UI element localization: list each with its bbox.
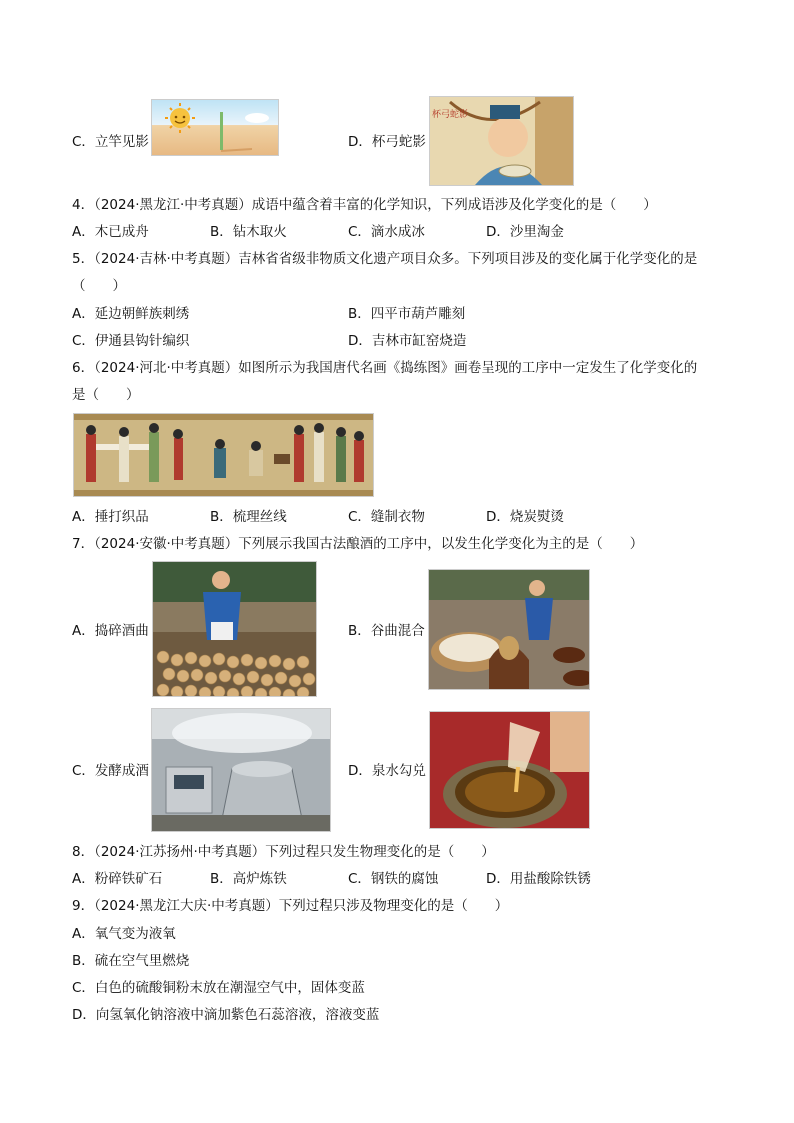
daolian-painting-image	[73, 413, 374, 497]
question-5-stem: 5．（2024·吉林·中考真题）吉林省省级非物质文化遗产项目众多。下列项目涉及的变化属于化学变化的是	[72, 251, 698, 267]
question-6-stem: 6．（2024·河北·中考真题）如图所示为我国唐代名画《捣练图》画卷呈现的工序中一定发生了化学变化的	[72, 360, 698, 376]
question-7-option-a: A．捣碎酒曲	[72, 623, 149, 639]
mix-grain-image	[428, 569, 590, 690]
question-9-option-c: C．白色的硫酸铜粉末放在潮湿空气中，固体变蓝	[72, 980, 365, 996]
question-6-stem-cont: 是（ ）	[72, 387, 140, 403]
question-5-option-c: C．伊通县钩针编织	[72, 333, 190, 349]
question-9-option-d: D．向氢氧化钠溶液中滴加紫色石蕊溶液，溶液变蓝	[72, 1007, 380, 1023]
question-5-option-a: A．延边朝鲜族刺绣	[72, 306, 190, 322]
question-8-option-a: A．粉碎铁矿石	[72, 871, 163, 887]
question-6-option-b: B．梳理丝线	[210, 509, 287, 525]
question-9-stem: 9．（2024·黑龙江大庆·中考真题）下列过程只涉及物理变化的是（ ）	[72, 898, 509, 914]
question-7-option-b: B．谷曲混合	[348, 623, 425, 639]
question-4-stem: 4．（2024·黑龙江·中考真题）成语中蕴含着丰富的化学知识，下列成语涉及化学变化的是（ ）	[72, 197, 657, 213]
question-6-option-a: A．捶打织品	[72, 509, 149, 525]
question-4-option-b: B．钻木取火	[210, 224, 287, 240]
question-8-stem: 8．（2024·江苏扬州·中考真题）下列过程只发生物理变化的是（ ）	[72, 844, 495, 860]
question-7-option-d: D．泉水勾兑	[348, 763, 426, 779]
question-9-option-b: B．硫在空气里燃烧	[72, 953, 190, 969]
question-7-stem: 7．（2024·安徽·中考真题）下列展示我国古法酿酒的工序中，以发生化学变化为主的是（ ）	[72, 536, 644, 552]
question-7-option-c: C．发酵成酒	[72, 763, 149, 779]
question-5-option-b: B．四平市葫芦雕刻	[348, 306, 466, 322]
question-8-option-c: C．钢铁的腐蚀	[348, 871, 439, 887]
question-4-option-c: C．滴水成冰	[348, 224, 425, 240]
question-5-stem-cont: （ ）	[72, 278, 126, 294]
question-5-option-d: D．吉林市缸窑烧造	[348, 333, 467, 349]
question-8-option-d: D．用盐酸除铁锈	[486, 871, 591, 887]
question-9-option-a: A．氧气变为液氧	[72, 926, 176, 942]
snake-bow-image	[429, 96, 574, 186]
ferment-wine-image	[151, 708, 331, 832]
spring-water-blend-image	[429, 711, 590, 829]
option-3d: D．杯弓蛇影	[348, 134, 426, 150]
question-4-option-d: D．沙里淘金	[486, 224, 564, 240]
option-3c: C．立竿见影	[72, 134, 149, 150]
sun-pole-image	[151, 99, 279, 156]
question-4-option-a: A．木已成舟	[72, 224, 149, 240]
crush-yeast-image	[152, 561, 317, 697]
snake-bow-image-title: 杯弓蛇影	[432, 110, 469, 120]
question-6-option-d: D．烧炭熨烫	[486, 509, 564, 525]
question-8-option-b: B．高炉炼铁	[210, 871, 287, 887]
question-6-option-c: C．缝制衣物	[348, 509, 425, 525]
